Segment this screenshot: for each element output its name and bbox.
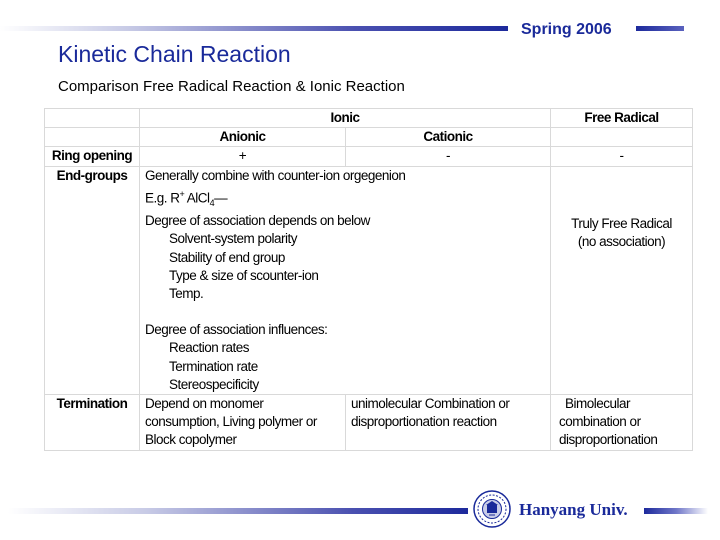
end-groups-line: Degree of association influences:: [145, 322, 328, 338]
ring-opening-cationic: -: [346, 147, 551, 166]
table-subheader-row: [45, 128, 693, 147]
termination-free-radical: [551, 395, 693, 451]
footer-decor-bar-right: [644, 508, 708, 514]
table-row-end-groups: [45, 166, 693, 394]
table-row-ring-opening: [45, 147, 693, 166]
end-groups-free-radical: [551, 166, 693, 394]
termination-anionic-line: Depend on monomer: [145, 396, 264, 412]
ionic-header: Ionic: [140, 109, 551, 128]
termination-anionic: [140, 395, 346, 451]
end-groups-line: Generally combine with counter-ion orgegenion: [145, 167, 406, 183]
termination-cationic: [346, 395, 551, 451]
ring-opening-anionic: +: [140, 147, 346, 166]
termination-free-radical-line: Bimolecular: [565, 396, 631, 412]
termination-label: Termination: [45, 395, 140, 451]
end-groups-line: Degree of association depends on below: [145, 213, 370, 229]
termination-cationic-line: unimolecular Combination or: [351, 396, 510, 412]
end-groups-subline: Temp.: [169, 286, 204, 302]
termination-free-radical-line: combination or: [559, 414, 641, 430]
end-groups-subline: Stereospecificity: [169, 376, 259, 392]
termination-free-radical-line: disproportionation: [559, 432, 658, 448]
semester-label: Spring 2006: [521, 21, 612, 38]
header-decor-bar-right: [636, 26, 684, 31]
end-groups-ionic: [140, 166, 551, 394]
anionic-header: Anionic: [140, 128, 346, 147]
termination-anionic-line: Block copolymer: [145, 432, 237, 448]
end-groups-spacer: [145, 303, 545, 321]
free-radical-spacer: [556, 167, 687, 215]
free-radical-header: Free Radical: [551, 109, 693, 128]
ring-opening-label: Ring opening: [45, 147, 140, 166]
end-groups-subline: Type & size of scounter-ion: [169, 267, 319, 283]
end-groups-label: End-groups: [45, 166, 140, 394]
termination-anionic-line: consumption, Living polymer or: [145, 414, 317, 430]
header-decor-bar-left: [0, 26, 508, 31]
subheader-empty-cell: [45, 128, 140, 147]
comparison-table: [44, 108, 693, 451]
header-empty-cell: [45, 109, 140, 128]
end-groups-subline: Reaction rates: [169, 340, 250, 356]
university-seal-icon: [473, 490, 511, 528]
slide-subtitle: Comparison Free Radical Reaction & Ionic Reaction: [58, 78, 405, 95]
table-header-row: [45, 109, 693, 128]
end-groups-subline: Solvent-system polarity: [169, 231, 298, 247]
end-groups-example: E.g. R+ AlCl$_4$—: [145, 188, 228, 208]
end-groups-subline: Stability of end group: [169, 249, 285, 265]
cationic-header: Cationic: [346, 128, 551, 147]
footer-decor-bar-left: [8, 508, 468, 514]
subheader-empty-cell-right: [551, 128, 693, 147]
end-groups-subline: Termination rate: [169, 358, 258, 374]
ring-opening-free-radical: -: [551, 147, 693, 166]
slide-title: Kinetic Chain Reaction: [58, 41, 291, 67]
university-name: Hanyang Univ.: [519, 500, 628, 519]
free-radical-line: Truly Free Radical: [571, 215, 672, 231]
free-radical-line: (no association): [577, 233, 666, 249]
termination-cationic-line: disproportionation reaction: [351, 414, 497, 430]
table-row-termination: [45, 395, 693, 451]
